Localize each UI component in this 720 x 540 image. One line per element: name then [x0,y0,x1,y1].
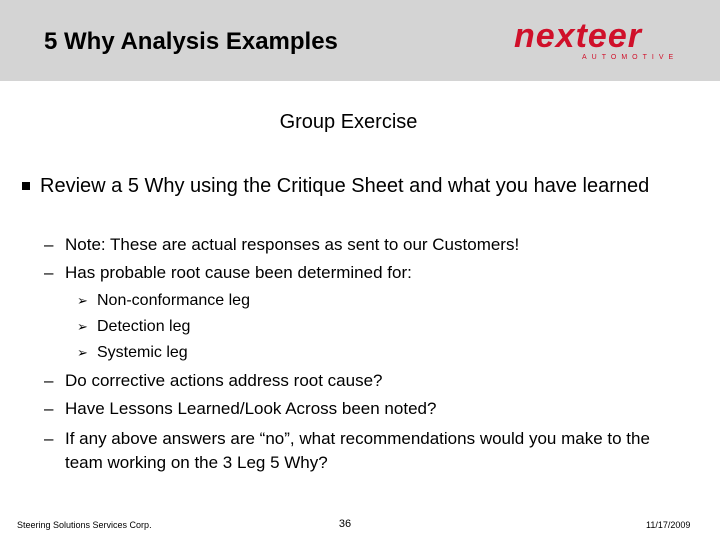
dash-bullet-icon: – [44,399,54,418]
sub-list-item-text: Systemic leg [97,344,188,361]
sub-list-item [77,289,597,313]
page-number: 36 [338,518,352,530]
list-item-text: Note: These are actual responses as sent to our Customers! [65,235,520,254]
arrow-bullet-icon: ➢ [77,345,88,360]
nexteer-logo [514,17,692,66]
dash-bullet-icon: – [44,429,54,448]
square-bullet-icon [22,182,30,190]
list-item [44,397,675,421]
list-item [44,261,675,285]
list-item [44,233,675,257]
sub-list-item [77,341,597,365]
arrow-bullet-icon: ➢ [77,293,88,308]
dash-bullet-icon: – [44,371,54,390]
arrow-bullet-icon: ➢ [77,319,88,334]
list-item-text: Do corrective actions address root cause? [65,371,383,390]
list-item-text: Have Lessons Learned/Look Across been noted? [65,399,437,418]
dash-bullet-icon: – [44,263,54,282]
slide-subtitle: Group Exercise [279,111,418,133]
main-bullet-text: Review a 5 Why using the Critique Sheet and what you have learned [40,175,650,197]
list-item-text: If any above answers are “no”, what recommendations would you make to the team working on the 3 Leg 5 Why? [65,429,650,472]
dash-bullet-icon: – [44,235,54,254]
sub-list-item-text: Non-conformance leg [97,292,250,309]
footer-company: Steering Solutions Services Corp. [17,520,152,530]
list-item-text: Has probable root cause been determined for: [65,263,412,282]
footer-date: 11/17/2009 [646,520,691,530]
main-bullet [40,172,680,200]
list-item [44,427,675,475]
logo-wordmark: nexteer [514,17,642,55]
page-title: 5 Why Analysis Examples [44,28,338,55]
sub-list-item [77,315,597,339]
list-item [44,369,675,393]
sub-list-item-text: Detection leg [97,318,191,335]
logo-subtext: AUTOMOTIVE [582,54,679,61]
